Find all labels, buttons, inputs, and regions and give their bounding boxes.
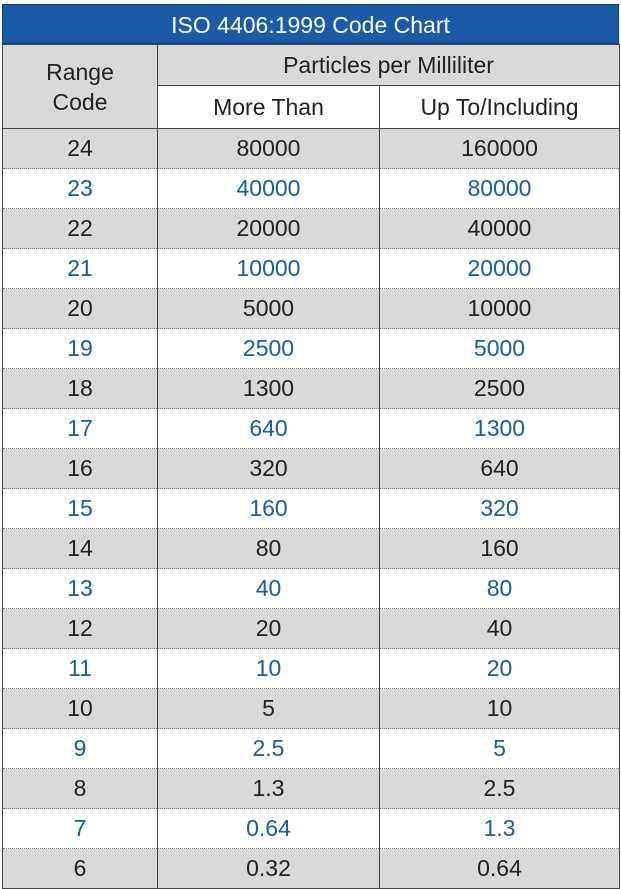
up-to-including-cell: 2.5 (380, 769, 620, 809)
table-row (3, 289, 620, 329)
range-code-cell: 8 (3, 769, 158, 809)
more-than-cell: 0.64 (158, 809, 380, 849)
up-to-including-cell: 80000 (380, 169, 620, 209)
table-row (3, 729, 620, 769)
more-than-cell: 160 (158, 489, 380, 529)
up-to-including-cell: 1.3 (380, 809, 620, 849)
table-row (3, 249, 620, 289)
range-code-header-line1: Range (46, 58, 114, 85)
up-to-including-cell: 80 (380, 569, 620, 609)
code-table (2, 44, 620, 889)
more-than-cell: 1.3 (158, 769, 380, 809)
range-code-cell: 17 (3, 409, 158, 449)
iso-code-chart (2, 4, 619, 889)
table-row (3, 569, 620, 609)
up-to-including-cell: 160 (380, 529, 620, 569)
more-than-cell: 20 (158, 609, 380, 649)
table-row (3, 609, 620, 649)
up-to-including-cell: 10000 (380, 289, 620, 329)
range-code-cell: 24 (3, 129, 158, 169)
particles-per-ml-header: Particles per Milliliter (158, 45, 620, 86)
more-than-cell: 40 (158, 569, 380, 609)
up-to-including-cell: 40 (380, 609, 620, 649)
more-than-header: More Than (158, 86, 380, 129)
more-than-cell: 320 (158, 449, 380, 489)
up-to-including-cell: 1300 (380, 409, 620, 449)
range-code-cell: 12 (3, 609, 158, 649)
range-code-cell: 22 (3, 209, 158, 249)
range-code-cell: 11 (3, 649, 158, 689)
range-code-cell: 15 (3, 489, 158, 529)
more-than-cell: 0.32 (158, 849, 380, 889)
up-to-including-cell: 2500 (380, 369, 620, 409)
range-code-header-line2: Code (52, 88, 108, 115)
range-code-cell: 16 (3, 449, 158, 489)
table-row (3, 329, 620, 369)
table-row (3, 489, 620, 529)
up-to-including-cell: 160000 (380, 129, 620, 169)
up-to-including-cell: 0.64 (380, 849, 620, 889)
more-than-cell: 80 (158, 529, 380, 569)
table-row (3, 769, 620, 809)
more-than-cell: 40000 (158, 169, 380, 209)
range-code-cell: 14 (3, 529, 158, 569)
more-than-cell: 10 (158, 649, 380, 689)
more-than-cell: 640 (158, 409, 380, 449)
table-row (3, 129, 620, 169)
table-row (3, 209, 620, 249)
up-to-including-header: Up To/Including (380, 86, 620, 129)
range-code-cell: 13 (3, 569, 158, 609)
range-code-cell: 18 (3, 369, 158, 409)
table-row (3, 809, 620, 849)
range-code-cell: 19 (3, 329, 158, 369)
table-row (3, 849, 620, 889)
up-to-including-cell: 10 (380, 689, 620, 729)
table-row (3, 409, 620, 449)
up-to-including-cell: 5000 (380, 329, 620, 369)
range-code-cell: 6 (3, 849, 158, 889)
more-than-cell: 80000 (158, 129, 380, 169)
table-row (3, 529, 620, 569)
range-code-cell: 20 (3, 289, 158, 329)
range-code-cell: 23 (3, 169, 158, 209)
more-than-cell: 1300 (158, 369, 380, 409)
up-to-including-cell: 320 (380, 489, 620, 529)
table-row (3, 169, 620, 209)
table-row (3, 449, 620, 489)
up-to-including-cell: 5 (380, 729, 620, 769)
up-to-including-cell: 20000 (380, 249, 620, 289)
range-code-cell: 9 (3, 729, 158, 769)
up-to-including-cell: 640 (380, 449, 620, 489)
table-row (3, 689, 620, 729)
range-code-cell: 21 (3, 249, 158, 289)
range-code-cell: 7 (3, 809, 158, 849)
table-body (3, 129, 620, 889)
range-code-cell: 10 (3, 689, 158, 729)
more-than-cell: 2.5 (158, 729, 380, 769)
more-than-cell: 5 (158, 689, 380, 729)
range-code-header (3, 45, 158, 129)
table-row (3, 649, 620, 689)
table-row (3, 369, 620, 409)
chart-title: ISO 4406:1999 Code Chart (2, 4, 619, 44)
more-than-cell: 10000 (158, 249, 380, 289)
more-than-cell: 20000 (158, 209, 380, 249)
up-to-including-cell: 20 (380, 649, 620, 689)
more-than-cell: 2500 (158, 329, 380, 369)
more-than-cell: 5000 (158, 289, 380, 329)
up-to-including-cell: 40000 (380, 209, 620, 249)
